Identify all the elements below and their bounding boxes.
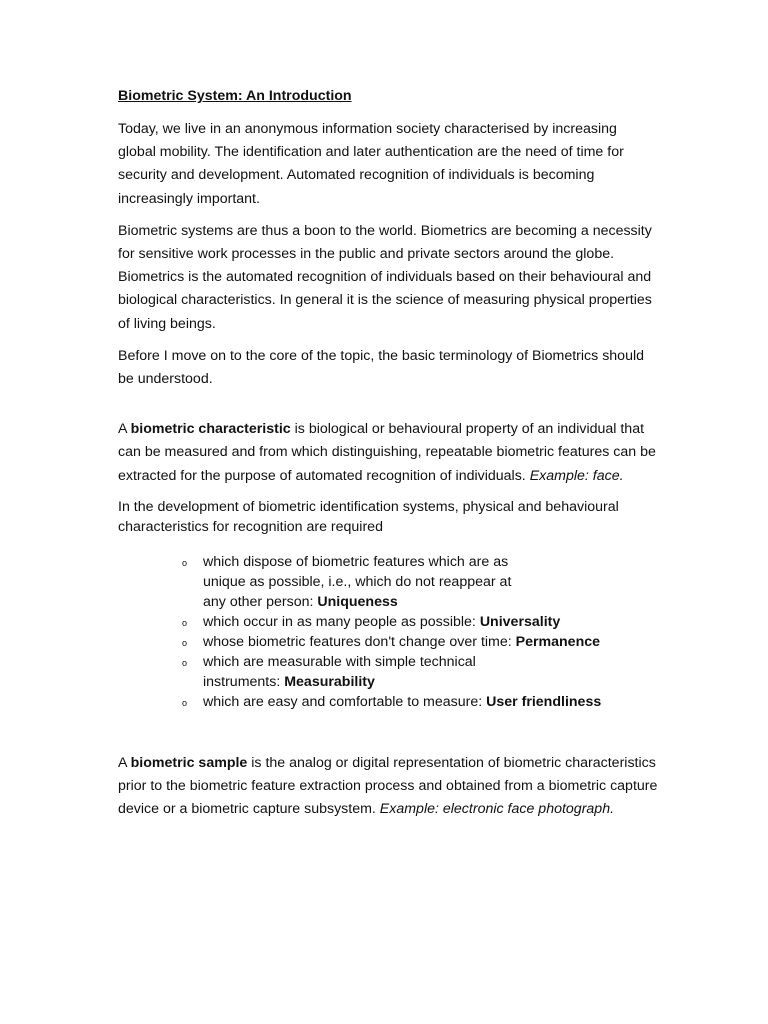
text-prefix: A — [118, 754, 131, 771]
bullet-icon: o — [182, 557, 188, 568]
term-biometric-characteristic: biometric characteristic — [130, 421, 291, 438]
criteria-text: which are measurable with simple technical instruments: — [203, 653, 476, 690]
text-prefix: A — [118, 421, 131, 438]
bullet-icon: o — [182, 637, 188, 648]
paragraph-biometric-characteristic — [118, 418, 658, 488]
paragraph-intro: Today, we live in an anonymous information society characterised by increasing global mobility. The identification and later authentication are the need of time for security and development. Automated recognition of individuals is becoming increasingly important. — [118, 121, 624, 207]
example-text: Example: electronic face photograph. — [379, 801, 615, 818]
paragraph-biometric-sample — [118, 752, 658, 822]
bullet-icon: o — [182, 617, 188, 628]
bullet-icon: o — [182, 697, 188, 708]
criteria-term: Universality — [479, 613, 561, 630]
term-biometric-sample: biometric sample — [130, 754, 248, 771]
document-title: Biometric System: An Introduction — [118, 88, 352, 104]
criteria-text: which dispose of biometric features which are as unique as possible, i.e., which do not reappear at any other person: — [203, 553, 512, 610]
paragraph-terminology: Before I move on to the core of the topic, the basic terminology of Biometrics should be understood. — [118, 347, 644, 388]
example-text: Example: face. — [529, 467, 624, 484]
list-item — [182, 652, 523, 692]
paragraph-biometric-systems: Biometric systems are thus a boon to the world. Biometrics are becoming a necessity for sensitive work processes in the public and private sectors around the globe. Biometrics is the automated recognition of individuals based on their behavioural and biological characteristics. In general it is the science of measuring physical properties of living beings. — [118, 222, 652, 332]
list-item — [182, 612, 643, 632]
criteria-list — [118, 552, 658, 712]
criteria-term: Measurability — [284, 673, 375, 690]
document-page — [118, 86, 658, 830]
criteria-text: which occur in as many people as possible: — [203, 613, 480, 630]
criteria-term: Uniqueness — [317, 593, 398, 610]
list-item — [182, 632, 643, 652]
criteria-term: User friendliness — [486, 693, 602, 710]
criteria-term: Permanence — [515, 633, 601, 650]
definition-text: is the analog or digital representation of biometric characteristics prior to the biometric feature extraction process and obtained from a biometric capture device or a biometric capture subsystem. — [118, 754, 658, 818]
bullet-icon: o — [182, 657, 188, 668]
paragraph-requirements: In the development of biometric identification systems, physical and behavioural characteristics for recognition are required — [118, 498, 619, 535]
list-item — [182, 692, 643, 712]
criteria-text: which are easy and comfortable to measure: — [203, 693, 487, 710]
list-item — [182, 552, 523, 612]
definition-text: is biological or behavioural property of an individual that can be measured and from which distinguishing, repeatable biometric features can be extracted for the purpose of automated recognition of individuals. — [118, 421, 656, 484]
criteria-text: whose biometric features don't change over time: — [203, 633, 516, 650]
